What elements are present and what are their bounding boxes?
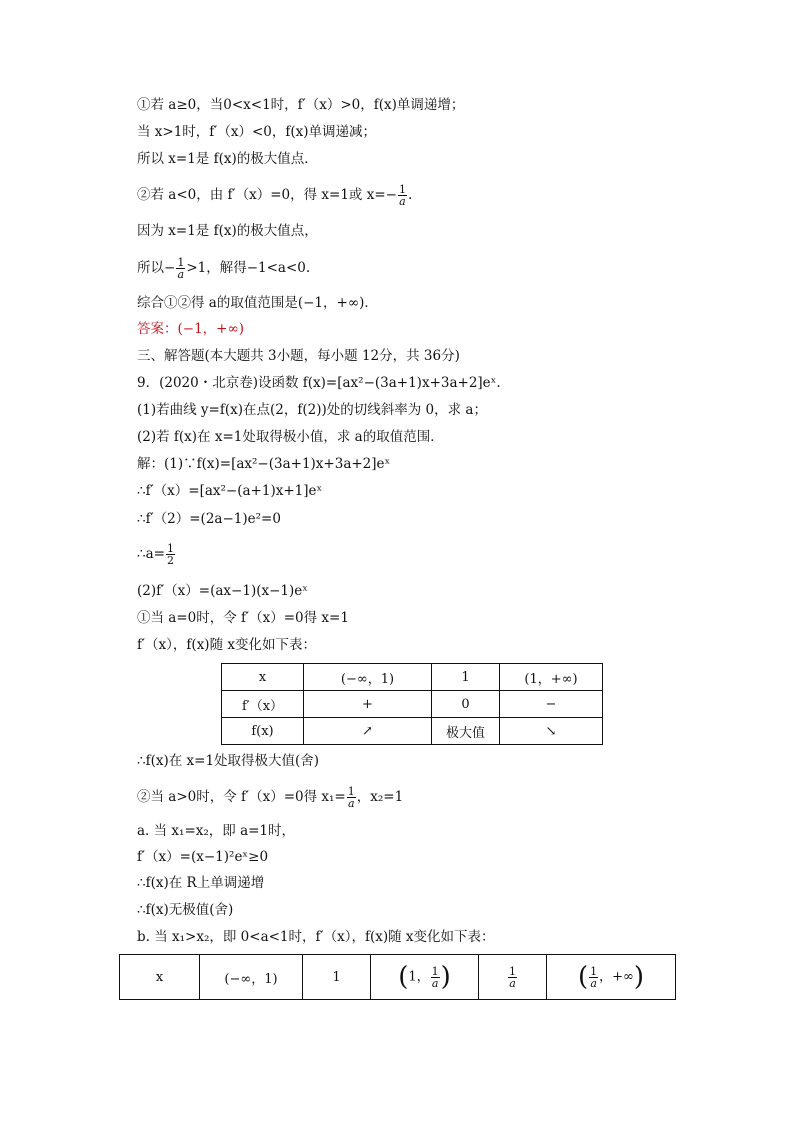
section-heading: 三、解答题(本大题共 3小题，每小题 12分，共 36分) xyxy=(137,348,460,364)
fraction xyxy=(431,966,440,989)
solution-line-13: ∴f(x)无极值(舍) xyxy=(137,902,234,918)
denominator: a xyxy=(177,268,185,281)
table-cell: x xyxy=(120,955,200,1000)
denominator: a xyxy=(347,797,355,810)
table-row xyxy=(120,955,676,1000)
text: 1， xyxy=(408,969,430,985)
denominator: a xyxy=(590,976,597,990)
table-cell xyxy=(479,955,547,1000)
table-cell: 0 xyxy=(432,691,500,718)
text: ②当 a>0时，令 f′（x）=0得 x₁= xyxy=(137,789,346,805)
solution-line-14: b. 当 x₁>x₂，即 0<a<1时，f′（x），f(x)随 x变化如下表： xyxy=(137,929,495,945)
table-cell: ↗ xyxy=(304,718,432,745)
numerator: 1 xyxy=(177,256,185,269)
fraction xyxy=(398,184,407,207)
table-cell: f′（x） xyxy=(222,691,304,718)
table-cell: x xyxy=(222,664,304,691)
numerator: 1 xyxy=(509,964,516,978)
fraction xyxy=(347,786,356,809)
variation-table-1 xyxy=(221,663,603,745)
table-cell: ( $\frac{1}{a}$ ，+∞) xyxy=(547,955,676,1000)
denominator: a xyxy=(509,976,516,990)
table-cell: − xyxy=(500,691,603,718)
fraction xyxy=(176,257,185,280)
text: ，+∞ xyxy=(599,969,634,985)
numerator: 1 xyxy=(431,964,439,978)
problem-9-part2: (2)若 f(x)在 x=1处取得极小值，求 a的取值范围． xyxy=(137,429,444,445)
table-cell: (−∞，1) xyxy=(304,664,432,691)
table-cell: (−∞，1) xyxy=(200,955,303,1000)
table-cell: 1 xyxy=(303,955,371,1000)
solution-line-7: f′（x），f(x)随 x变化如下表： xyxy=(137,637,316,653)
table-row xyxy=(222,718,603,745)
line-max-point: 所以 x=1是 f(x)的极大值点． xyxy=(137,151,318,167)
solution-line-2: ∴f′（x）=[ax²−(a+1)x+1]eˣ xyxy=(137,483,323,499)
table-cell: 1 xyxy=(432,664,500,691)
numerator: 1 xyxy=(398,183,406,196)
text: ∴a= xyxy=(137,546,165,562)
numerator: 1 xyxy=(590,964,598,978)
table-cell: + xyxy=(304,691,432,718)
text: 所以− xyxy=(137,260,176,276)
text: ，x₂=1 xyxy=(356,789,404,805)
denominator: a xyxy=(399,195,406,208)
text: ②若 a<0，由 f′（x）=0，得 x=1或 x=− xyxy=(137,187,397,203)
fraction xyxy=(166,543,175,566)
table-cell: f(x) xyxy=(222,718,304,745)
variation-table-2 xyxy=(119,954,676,1000)
solution-line-8: ∴f(x)在 x=1处取得极大值(舍) xyxy=(137,753,320,769)
denominator: a xyxy=(431,976,439,990)
line-combined: 综合①②得 a的取值范围是(−1，+∞)． xyxy=(137,295,378,311)
solution-line-3: ∴f′（2）=(2a−1)e²=0 xyxy=(137,511,281,527)
solution-line-10: a. 当 x₁=x₂，即 a=1时， xyxy=(137,823,296,839)
solution-line-6: ①当 a=0时，令 f′（x）=0得 x=1 xyxy=(137,610,349,626)
text: . xyxy=(407,187,413,203)
denominator: 2 xyxy=(166,554,174,567)
problem-9: 9．(2020・北京卷)设函数 f(x)=[ax²−(3a+1)x+3a+2]eˣ. xyxy=(137,375,501,391)
numerator: 1 xyxy=(166,542,174,555)
solution-line-1: 解：(1)∵f(x)=[ax²−(3a+1)x+3a+2]eˣ xyxy=(137,456,391,472)
line-case2 xyxy=(137,184,412,207)
solution-line-12: ∴f(x)在 R上单调递增 xyxy=(137,875,265,891)
line-answer: 答案：(−1，+∞) xyxy=(137,321,244,337)
text: >1，解得−1<a<0. xyxy=(186,260,311,276)
solution-line-11: f′（x）=(x−1)²eˣ≥0 xyxy=(137,849,269,865)
table-cell: ↘ xyxy=(500,718,603,745)
line-x-gt-1: 当 x>1时，f′（x）<0，f(x)单调递减； xyxy=(137,124,377,140)
solution-line-9 xyxy=(137,786,403,809)
line-so xyxy=(137,257,310,280)
line-case1: ①若 a≥0，当0<x<1时，f′（x）>0，f(x)单调递增； xyxy=(137,97,465,113)
fraction xyxy=(589,966,598,989)
table-cell: 极大值 xyxy=(432,718,500,745)
table-cell: (1，+∞) xyxy=(500,664,603,691)
numerator: 1 xyxy=(347,785,355,798)
table-row xyxy=(222,691,603,718)
solution-line-5: (2)f′（x）=(ax−1)(x−1)eˣ xyxy=(137,583,308,599)
table-cell: (1， $\frac{1}{a}$ ) xyxy=(371,955,479,1000)
fraction xyxy=(508,966,517,989)
line-because: 因为 x=1是 f(x)的极大值点， xyxy=(137,223,318,239)
solution-line-4 xyxy=(137,543,176,566)
problem-9-part1: (1)若曲线 y=f(x)在点(2，f(2))处的切线斜率为 0，求 a； xyxy=(137,402,487,418)
table-row xyxy=(222,664,603,691)
